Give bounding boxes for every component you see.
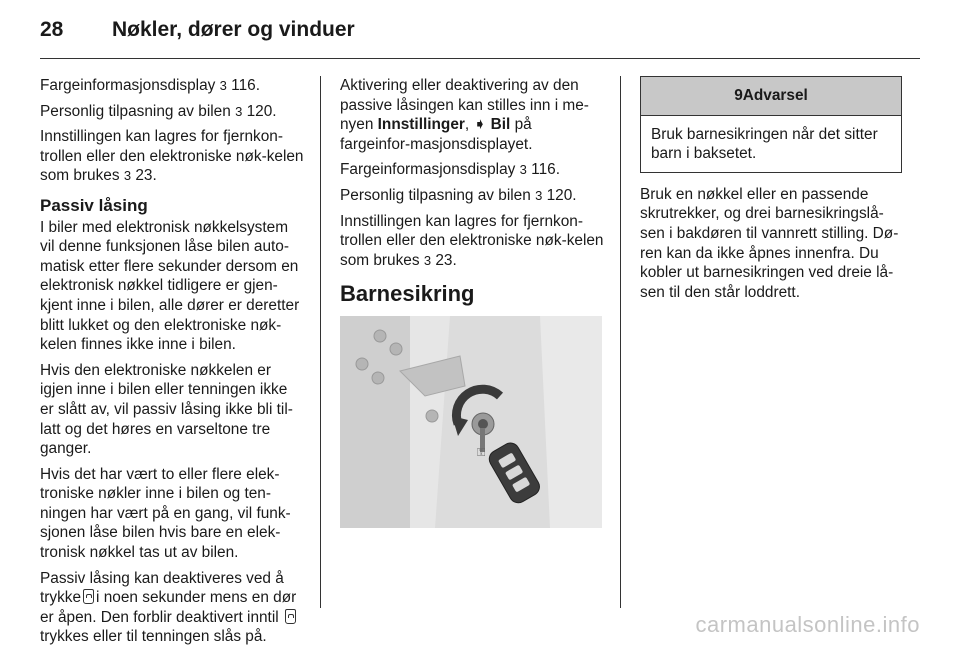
reference-arrow-icon: 3 (423, 252, 432, 268)
paragraph: Hvis det har vært to eller flere elek-troniske nøkler inne i bilen og ten-ningen har vært på en gang, vil funk-sjonen låse bilen hvis bare en elek-tronisk nøkkel tas ut av bilen. (40, 465, 291, 562)
menu-term: Bil (490, 116, 511, 134)
section-heading-child-lock: Barnesikring (340, 281, 475, 307)
door-key-drawing (340, 316, 602, 528)
paragraph: I biler med elektronisk nøkkelsystem vil denne funksjonen låse bilen auto-matisk etter flere sekunder dersom en elektronisk nøkkel tidligere er gjen-kjent inne i bilen, alle dører er deretter blitt lukket og den elektroniske nøk-kelen finnes ikke inne i bilen. (40, 218, 300, 354)
paragraph: Innstillingen kan lagres for fjernkon-trollen eller den elektroniske nøk-kelen som brukes 3 23. (340, 212, 604, 269)
warning-title: Advarsel (742, 87, 808, 104)
reference-arrow-icon: 3 (219, 78, 227, 93)
reference-arrow-icon: 3 (519, 162, 527, 178)
paragraph: Bruk en nøkkel eller en passende skrutrekker, og drei barnesikringslå-sen i bakdøren til vannrett stilling. Dø-ren kan da ikke åpnes innenfra. Du kobler ut barnesikringen ved dreie lå-sen til den står loddrett. (640, 185, 899, 301)
paragraph: Passiv låsing kan deaktiveres ved å trykke i noen sekunder mens en dør er åpen. Den forblir deaktivert inntil trykkes eller til tenningen slås på. (40, 569, 297, 646)
menu-term: Innstillinger (377, 116, 465, 134)
cross-reference: Fargeinformasjonsdisplay 3 116. (340, 161, 560, 179)
column-divider (320, 76, 321, 608)
menu-arrow-icon: ➧ (473, 116, 487, 134)
chapter-title: Nøkler, dører og vinduer (112, 18, 355, 41)
lock-button-icon (285, 609, 296, 624)
warning-header (641, 77, 901, 116)
page-header (40, 18, 355, 42)
cross-reference: Personlig tilpasning av bilen 3 120. (40, 102, 277, 120)
reference-arrow-icon: 3 (535, 187, 543, 203)
paragraph: Hvis den elektroniske nøkkelen er igjen inne i bilen eller tenningen ikke er slått av, vil passiv låsing ikke bli til-latt og det høres en varseltone tre ganger. (40, 361, 293, 458)
warning-text: Bruk barnesikringen når det sitter barn i baksetet. (651, 125, 878, 163)
column-left (40, 76, 304, 653)
reference-arrow-icon: 3 (123, 168, 132, 184)
child-lock-illustration (340, 316, 602, 528)
svg-text:⚿: ⚿ (477, 445, 486, 459)
cross-reference: Fargeinformasjonsdisplay 3 116. (40, 77, 260, 94)
paragraph: Aktivering eller deaktivering av den passive låsingen kan stilles inn i me-nyen Innstillinger, ➧ Bil på fargeinfor-masjonsdisplayet. (340, 77, 589, 153)
page-number: 28 (40, 18, 64, 41)
paragraph: Innstillingen kan lagres for fjernkon-trollen eller den elektroniske nøk-kelen som brukes 3 23. (40, 128, 304, 185)
cross-reference: Personlig tilpasning av bilen 3 120. (340, 186, 577, 204)
reference-arrow-icon: 3 (235, 103, 243, 119)
warning-box (640, 76, 902, 173)
section-heading-passive-locking: Passiv låsing (40, 195, 148, 215)
watermark: carmanualsonline.info (695, 612, 920, 637)
column-right (640, 76, 904, 308)
header-rule (40, 58, 920, 59)
column-divider (620, 76, 621, 608)
column-middle (340, 76, 604, 528)
lock-button-icon (83, 589, 94, 604)
warning-triangle-icon: 9 (734, 87, 743, 104)
